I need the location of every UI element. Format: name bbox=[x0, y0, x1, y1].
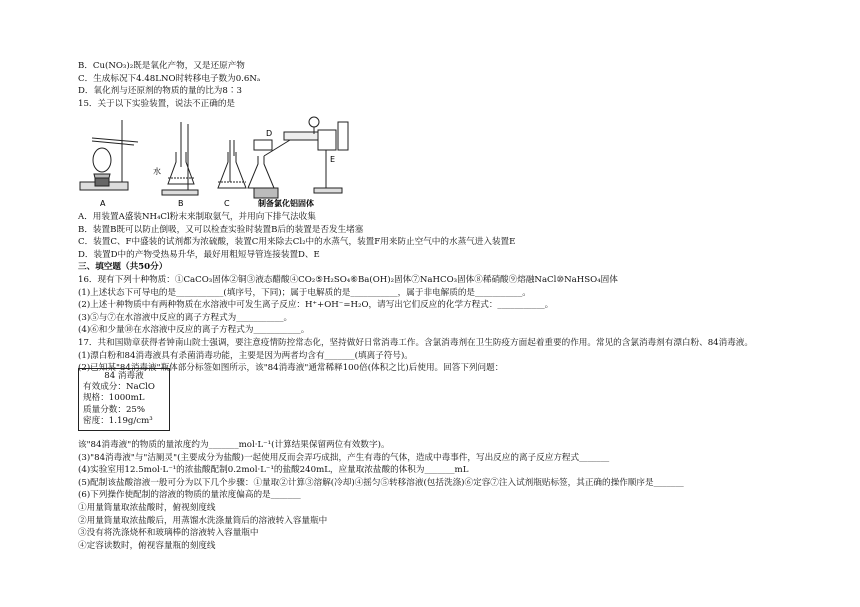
label-c: C bbox=[224, 199, 230, 208]
question-14-options bbox=[78, 61, 798, 111]
q17-part-5: (5)配制该盐酸溶液一般可分为以下几个步骤：①量取②计算③溶解(冷却)④摇匀⑤转移溶液(包括洗涤)⑥定容⑦注入试剂瓶贴标签，其正确的操作顺序是_______ bbox=[78, 477, 684, 488]
q15-option-a: A．用装置A盛装NH₄Cl粉末来制取氨气，并用向下排气法收集 bbox=[78, 212, 316, 222]
apparatus-c bbox=[218, 140, 246, 188]
label-row-mass-fraction: 质量分数：25% bbox=[83, 404, 146, 415]
apparatus-figure bbox=[78, 112, 368, 212]
q15-stem: 15．关于以下实验装置，说法不正确的是 bbox=[78, 98, 236, 109]
q14-option-b: B．Cu(NO₃)₂既是氧化产物，又是还原产物 bbox=[78, 61, 245, 71]
q16-part-4: (4)⑥和少量⑩在水溶液中反应的离子方程式为___________。 bbox=[78, 325, 310, 336]
q14-option-c: C．生成标况下4.48LNO时转移电子数为0.6Nₐ bbox=[78, 73, 261, 84]
q17-option-1: ①用量筒量取浓盐酸时，俯视刻度线 bbox=[78, 502, 216, 513]
q17-part-2: (2)已知某"84消毒液"瓶体部分标签如图所示，该"84消毒液"通常稀释100倍(体积之比)后使用。回答下列问题： bbox=[78, 363, 504, 374]
q17-option-3: ③没有将洗涤烧杯和玻璃棒的溶液转入容量瓶中 bbox=[78, 528, 259, 539]
question-17-rest bbox=[78, 440, 798, 553]
label-row-ingredient: 有效成分：NaClO bbox=[83, 382, 155, 393]
q17-part-4: (4)实验室用12.5mol·L⁻¹的浓盐酸配制0.2mol·L⁻¹的盐酸240mL，应量取浓盐酸的体积为_______mL bbox=[78, 465, 469, 476]
q15-option-b: B．装置B既可以防止倒吸，又可以检查实验时装置B后的装置是否发生堵塞 bbox=[78, 224, 364, 235]
label-water: 水 bbox=[153, 167, 161, 176]
q16-stem: 16．现有下列十种物质：①CaCO₃固体②铜③液态醋酸④CO₂⑤H₂SO₄⑥Ba(OH)₂固体⑦NaHCO₃固体⑧稀硝酸⑨熔融NaCl⑩NaHSO₄固体 bbox=[78, 274, 618, 285]
disinfectant-label bbox=[78, 368, 170, 431]
label-e: E bbox=[330, 155, 336, 164]
label-row-spec: 规格：1000mL bbox=[83, 393, 145, 404]
q17-part-6: (6)下列操作使配制的溶液的物质的量浓度偏高的是_______ bbox=[78, 490, 301, 501]
q16-part-1: (1)上述状态下可导电的是___________(填序号，下同)；属于电解质的是___________，属于非电解质的是___________。 bbox=[78, 287, 531, 298]
q17-option-4: ④定容读数时，俯视容量瓶的刻度线 bbox=[78, 540, 216, 551]
q17-option-2: ②用量筒量取浓盐酸后，用蒸馏水洗涤量筒后的溶液转入容量瓶中 bbox=[78, 515, 328, 526]
label-a: A bbox=[100, 199, 106, 208]
question-15-options bbox=[78, 212, 798, 376]
apparatus-d bbox=[248, 117, 319, 198]
figure-caption: 制备氯化铝固体 bbox=[258, 199, 314, 208]
label-title: 84 消毒液 bbox=[104, 371, 144, 381]
q15-option-c: C．装置C、F中盛装的试剂都为浓硫酸，装置C用来除去Cl₂中的水蒸气，装置F用来防止空气中的水蒸气进入装置E bbox=[78, 237, 516, 248]
apparatus-b bbox=[162, 122, 198, 195]
q17-part-1: (1)漂白粉和84消毒液具有杀菌消毒功能，主要是因为两者均含有_______(填离子符号)。 bbox=[78, 350, 413, 361]
label-row-density: 密度：1.19g/cm³ bbox=[83, 415, 153, 426]
q14-option-d: D．氧化剂与还原剂的物质的量的比为8∶3 bbox=[78, 86, 242, 97]
q17-part-3: (3)"84消毒液"与"洁厕灵"(主要成分为盐酸)一起使用反而会弄巧成拙，产生有毒的气体，造成中毒事件，写出反应的离子反应方程式_______ bbox=[78, 452, 610, 463]
apparatus-f bbox=[338, 122, 348, 150]
apparatus-a bbox=[80, 120, 138, 190]
label-b: B bbox=[178, 199, 184, 208]
section-3-heading: 三、填空题（共50分） bbox=[78, 262, 168, 273]
q17-answer-concentration: 该"84消毒液"的物质的量浓度约为_______mol·L⁻¹(计算结果保留两位有效数字)。 bbox=[78, 440, 390, 450]
q15-option-d: D．装置D中的产物受热易升华，最好用粗短导管连接装置D、E bbox=[78, 249, 320, 260]
label-d: D bbox=[266, 129, 273, 138]
q17-stem: 17．共和国勋章获得者钟南山院士强调，要注意疫情防控常态化，坚持做好日常消毒工作。含氯消毒剂在卫生防疫方面起着重要的作用。常见的含氯消毒剂有漂白粉、84消毒液。 bbox=[78, 337, 753, 348]
q16-part-3: (3)⑤与⑦在水溶液中反应的离子方程式为___________。 bbox=[78, 312, 293, 323]
q16-part-2: (2)上述十种物质中有两种物质在水溶液中可发生离子反应：H⁺+OH⁻=H₂O，请写出它们反应的化学方程式：___________。 bbox=[78, 300, 554, 311]
